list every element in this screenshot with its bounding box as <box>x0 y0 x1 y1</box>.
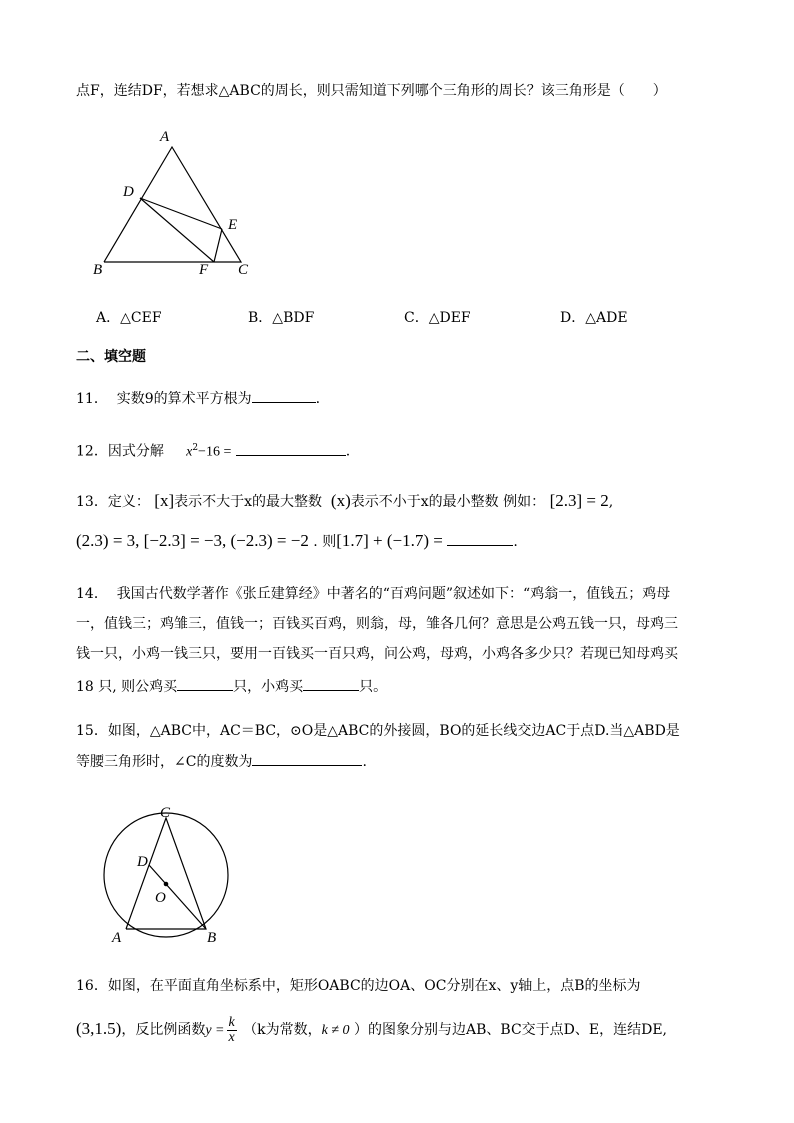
label-a: A <box>112 930 122 946</box>
label-a: A <box>160 129 170 145</box>
question-15-line1: 15．如图，△ABC中，AC＝BC，⊙O是△ABC的外接圆，BO的延长线交边AC于点D.当△ABD是 <box>76 723 680 739</box>
question-16-line1: 16．如图，在平面直角坐标系中，矩形OABC的边OA、OC分别在x、y轴上，点B的坐标为 <box>76 978 641 994</box>
question-15-line2: 等腰三角形时，∠C的度数为 . <box>76 751 367 772</box>
question-14-line1: 14． 我国古代数学著作《张丘建算经》中著名的“百鸡问题”叙述如下：“鸡翁一，值钱五；鸡母 <box>76 586 671 602</box>
label-o: O <box>155 890 166 906</box>
label-d: D <box>123 184 134 200</box>
option-d: D．△ADE <box>560 310 628 326</box>
label-f: F <box>199 262 209 278</box>
option-c: C．△DEF <box>404 310 471 326</box>
label-b: B <box>207 930 217 946</box>
label-c: C <box>160 805 171 821</box>
question-14-line4: 18 只, 则公鸡买 只，小鸡买 只。 <box>76 676 387 697</box>
question-16-line2: (3,1.5)，反比例函数y = $\frac{k}{x}$ （k为常数，k ≠ 0 ）的图象分别与边AB、BC交于点D、E，连结DE, <box>76 1014 668 1045</box>
section-title: 二、填空题 <box>76 349 146 365</box>
question-14-line3: 钱一只，小鸡一钱三只，要用一百钱买一百只鸡，问公鸡，母鸡，小鸡各多少只？若现已知母鸡买 <box>76 646 678 662</box>
label-b: B <box>93 262 103 278</box>
option-a: A．△CEF <box>96 310 162 326</box>
option-b: B．△BDF <box>248 310 315 326</box>
question-12: 12．因式分解 $x^2-16$ = . <box>76 438 350 463</box>
question-14-line2: 一，值钱三；鸡雏三，值钱一；百钱买百鸡，则翁，母，雏各几何？意思是公鸡五钱一只，母鸡三 <box>76 616 678 632</box>
question-11: 11． 实数9的算术平方根为 . <box>76 388 320 409</box>
question-13-line2: (2.3) = 3, [−2.3] = −3, (−2.3) = −2 . 则[1.7] + (−1.7) = . <box>76 531 518 550</box>
center-point <box>164 882 169 887</box>
label-c: C <box>238 262 249 278</box>
question-13-line1: 13．定义： [x]表示不大于x的最大整数 (x)表示不小于x的最小整数 例如： [2.3] = 2, <box>76 491 614 510</box>
label-e: E <box>228 217 238 233</box>
triangle-abc <box>126 818 206 929</box>
circumcircle <box>104 813 228 937</box>
q10-stem: 点F，连结DF，若想求△ABC的周长，则只需知道下列哪个三角形的周长？该三角形是（ ） <box>76 83 667 99</box>
fraction-k-over-x: $\frac{k}{x}$ <box>228 1014 235 1045</box>
label-d: D <box>137 854 148 870</box>
